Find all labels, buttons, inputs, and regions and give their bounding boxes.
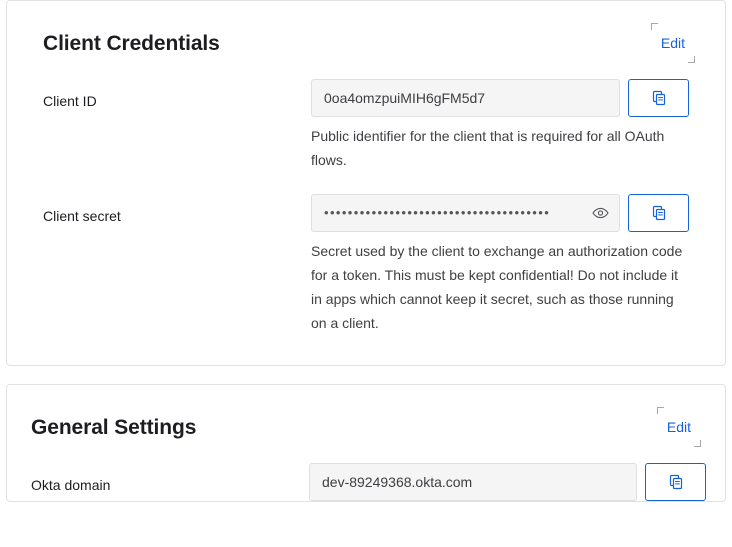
client-secret-input[interactable]: [311, 194, 620, 232]
copy-icon: [651, 205, 667, 221]
general-settings-header: [7, 385, 725, 441]
page-title: Client Credentials: [43, 32, 220, 55]
client-secret-row: [7, 194, 725, 365]
okta-domain-control: [309, 463, 689, 501]
client-id-input-line: [311, 79, 689, 117]
okta-domain-input[interactable]: [309, 463, 637, 501]
client-id-helper-text: Public identifier for the client that is required for all OAuth flows.: [311, 128, 665, 168]
client-secret-label: Client secret: [43, 208, 121, 224]
client-secret-value: ••••••••••••••••••••••••••••••••••••••: [324, 205, 551, 220]
client-id-row: [7, 79, 725, 172]
eye-icon[interactable]: [591, 204, 609, 222]
okta-domain-row: [7, 463, 725, 501]
client-id-input[interactable]: [311, 79, 620, 117]
copy-icon: [651, 90, 667, 106]
okta-domain-input-line: [309, 463, 689, 501]
copy-client-id-button[interactable]: [628, 79, 689, 117]
client-credentials-header: [7, 1, 725, 57]
client-id-label: Client ID: [43, 93, 97, 109]
general-settings-card: [6, 384, 726, 502]
client-credentials-card: [6, 0, 726, 366]
copy-icon: [668, 474, 684, 490]
client-secret-input-line: [311, 194, 689, 232]
edit-general-settings-button[interactable]: Edit: [663, 415, 695, 439]
okta-domain-value: dev-89249368.okta.com: [322, 474, 473, 490]
client-secret-control: [311, 194, 689, 335]
copy-client-secret-button[interactable]: [628, 194, 689, 232]
client-id-value: 0oa4omzpuiMIH6gFM5d7: [324, 90, 486, 106]
client-secret-helper-text: Secret used by the client to exchange an authorization code for a token. This must be kept confidential! Do not include it in apps which cannot keep it secret, such as those running on a client.: [311, 243, 683, 331]
client-id-control: [311, 79, 689, 172]
general-settings-title: General Settings: [31, 416, 197, 439]
okta-domain-label: Okta domain: [31, 477, 111, 493]
copy-okta-domain-button[interactable]: [645, 463, 706, 501]
edit-client-credentials-button[interactable]: Edit: [657, 31, 689, 55]
